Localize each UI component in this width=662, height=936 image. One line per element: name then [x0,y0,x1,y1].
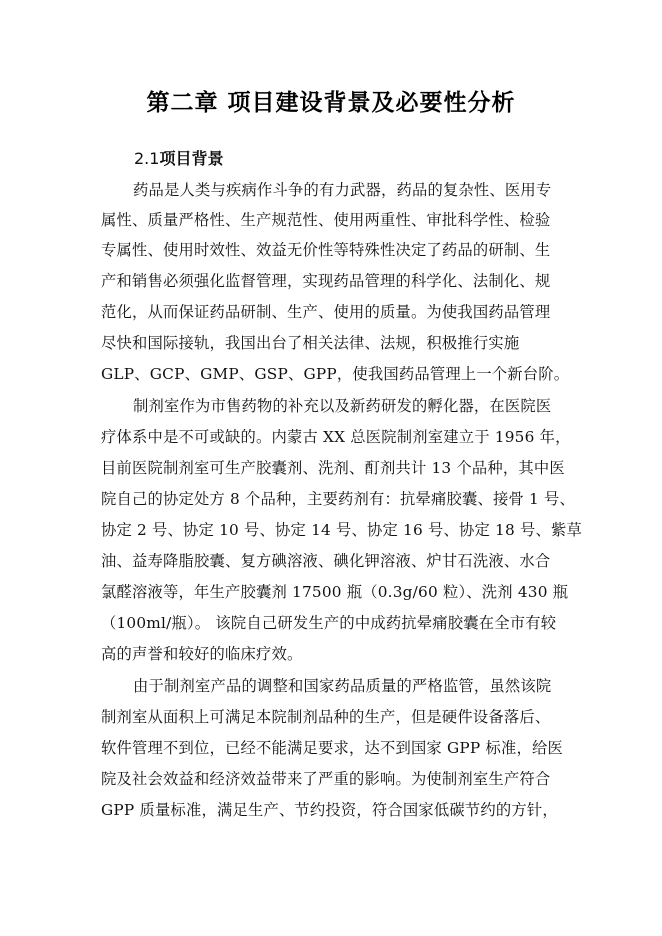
paragraph-1-line-2: 属性、质量严格性、生产规范性、使用两重性、审批科学性、检验 [101,211,551,229]
paragraph-3-line-3: 软件管理不到位，已经不能满足要求，达不到国家 GPP 标准，给医 [101,739,563,757]
section-title: 项目背景 [159,149,224,168]
section-heading [134,146,223,169]
paragraph-2-line-9: 高的声誉和较好的临床疗效。 [101,645,303,663]
section-number: 2.1 [134,149,160,168]
paragraph-1-line-7: GLP、GCP、GMP、GSP、GPP，使我国药品管理上一个新台阶。 [101,365,570,383]
paragraph-2-line-7: 氯醛溶液等，年生产胶囊剂 17500 瓶（0.3g/60 粒）、洗剂 430 瓶 [101,583,569,601]
paragraph-2-line-1: 制剂室作为市售药物的补充以及新药研发的孵化器，在医院医 [133,397,552,415]
paragraph-3-line-5: GPP 质量标准，满足生产、节约投资，符合国家低碳节约的方针， [101,801,558,819]
paragraph-2-line-8: （100ml/瓶）。 该院自己研发生产的中成药抗晕痛胶囊在全市有较 [101,614,557,632]
paragraph-2-line-6: 油、益寿降脂胶囊、复方碘溶液、碘化钾溶液、炉甘石洗液、水合 [101,552,551,570]
paragraph-1-line-4: 产和销售必须强化监督管理，实现药品管理的科学化、法制化、规 [101,272,551,290]
paragraph-2-line-2: 疗体系中是不可或缺的。内蒙古 XX 总医院制剂室建立于 1956 年， [101,428,571,446]
paragraph-2-line-5: 协定 2 号、协定 10 号、协定 14 号、协定 16 号、协定 18 号、紫草 [101,521,582,539]
paragraph-3-line-4: 院及社会效益和经济效益带来了严重的影响。为使制剂室生产符合 [101,770,551,788]
paragraph-3-line-1: 由于制剂室产品的调整和国家药品质量的严格监管，虽然该院 [133,677,552,695]
paragraph-1-line-3: 专属性、使用时效性、效益无价性等特殊性决定了药品的研制、生 [101,241,551,259]
paragraph-1-line-1: 药品是人类与疾病作斗争的有力武器，药品的复杂性、医用专 [133,181,552,199]
paragraph-2-line-4: 院自己的协定处方 8 个品种，主要药剂有：抗晕痛胶囊、接骨 1 号、 [101,490,576,508]
paragraph-1-line-5: 范化，从而保证药品研制、生产、使用的质量。为使我国药品管理 [101,303,551,321]
paragraph-2-line-3: 目前医院制剂室可生产胶囊剂、洗剂、酊剂共计 13 个品种，其中医 [101,459,565,477]
paragraph-3-line-2: 制剂室从面积上可满足本院制剂品种的生产，但是硬件设备落后、 [101,708,551,726]
paragraph-1-line-6: 尽快和国际接轨，我国出台了相关法律、法规，积极推行实施 [101,334,520,352]
chapter-title: 第二章 项目建设背景及必要性分析 [146,90,516,116]
